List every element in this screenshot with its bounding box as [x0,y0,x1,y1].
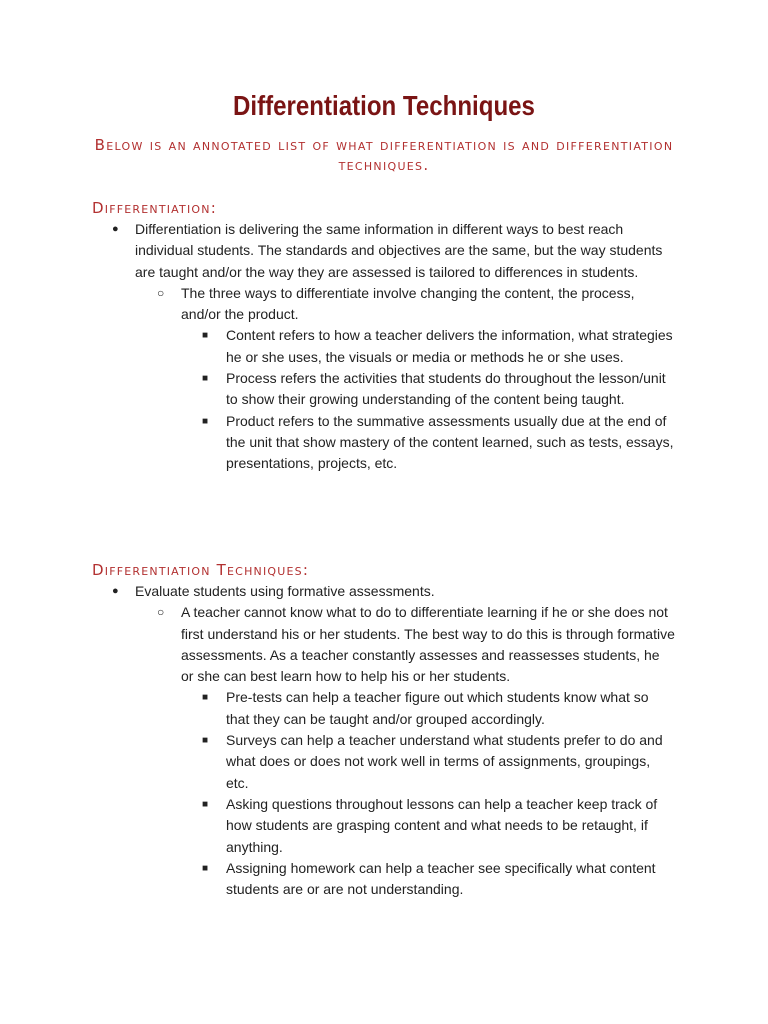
section-heading-techniques: Differentiation Techniques: [92,561,310,579]
list-item-text: Evaluate students using formative assessments. [135,583,435,599]
list-item [0,581,675,602]
list-item [0,368,675,411]
list-item [0,794,675,858]
list-item [0,858,675,901]
list-item-text: Content refers to how a teacher delivers the information, what strategies he or she uses, the visuals or media or methods he or she uses. [226,327,673,365]
techniques-list [0,581,768,900]
list-item [0,687,675,730]
page-title: Differentiation Techniques [233,90,535,121]
list-item [0,283,675,326]
list-item-text: Differentiation is delivering the same information in different ways to best reach individual students. The standards and objectives are the same, but the way students are taught and/or the way they are assessed is tailored to differences in students. [135,221,663,280]
differentiation-list [0,219,768,475]
page-subtitle: Below is an annotated list of what differentiation is and differentiation techniques. [94,136,674,174]
list-item [0,219,675,283]
bullet-square: ■ [202,330,209,342]
list-item-text: The three ways to differentiate involve changing the content, the process, and/or the product. [181,284,635,323]
list-item-text: A teacher cannot know what to do to differentiate learning if he or she does not first understand his or her students. The best way to do this is through formative assessments. As a teacher constantly assesses and reassesses students, he or she can best learn how to help his or her students. [181,604,675,685]
bullet-square: ■ [202,735,209,747]
list-item [0,602,675,687]
bullet-square: ■ [202,692,209,704]
bullet-square: ■ [202,415,209,427]
list-item-text: Product refers to the summative assessments usually due at the end of the unit that show mastery of the content learned, such as tests, essays, presentations, projects, etc. [226,412,674,472]
bullet-hollow-circle: ○ [157,285,165,300]
list-item [0,325,675,368]
bullet-square: ■ [202,798,209,810]
bullet-square: ■ [202,373,209,385]
bullet-filled-circle: ● [112,223,119,235]
list-item-text: Assigning homework can help a teacher see specifically what content students are or are not understanding. [226,859,656,898]
list-item-text: Pre-tests can help a teacher figure out which students know what so that they can be taught and/or grouped accordingly. [226,689,649,727]
list-item-text: Process refers the activities that students do throughout the lesson/unit to show their growing understanding of the content being taught. [226,370,666,408]
bullet-hollow-circle: ○ [157,605,165,620]
bullet-square: ■ [202,862,209,874]
list-item-text: Surveys can help a teacher understand what students prefer to do and what does or does not work well in terms of assignments, groupings, etc. [226,732,663,791]
section-heading-differentiation: Differentiation: [92,199,217,217]
list-item [0,411,675,475]
bullet-filled-circle: ● [112,585,119,597]
list-item [0,730,675,794]
list-item-text: Asking questions throughout lessons can help a teacher keep track of how students are grasping content and what needs to be retaught, if anything. [226,795,658,855]
